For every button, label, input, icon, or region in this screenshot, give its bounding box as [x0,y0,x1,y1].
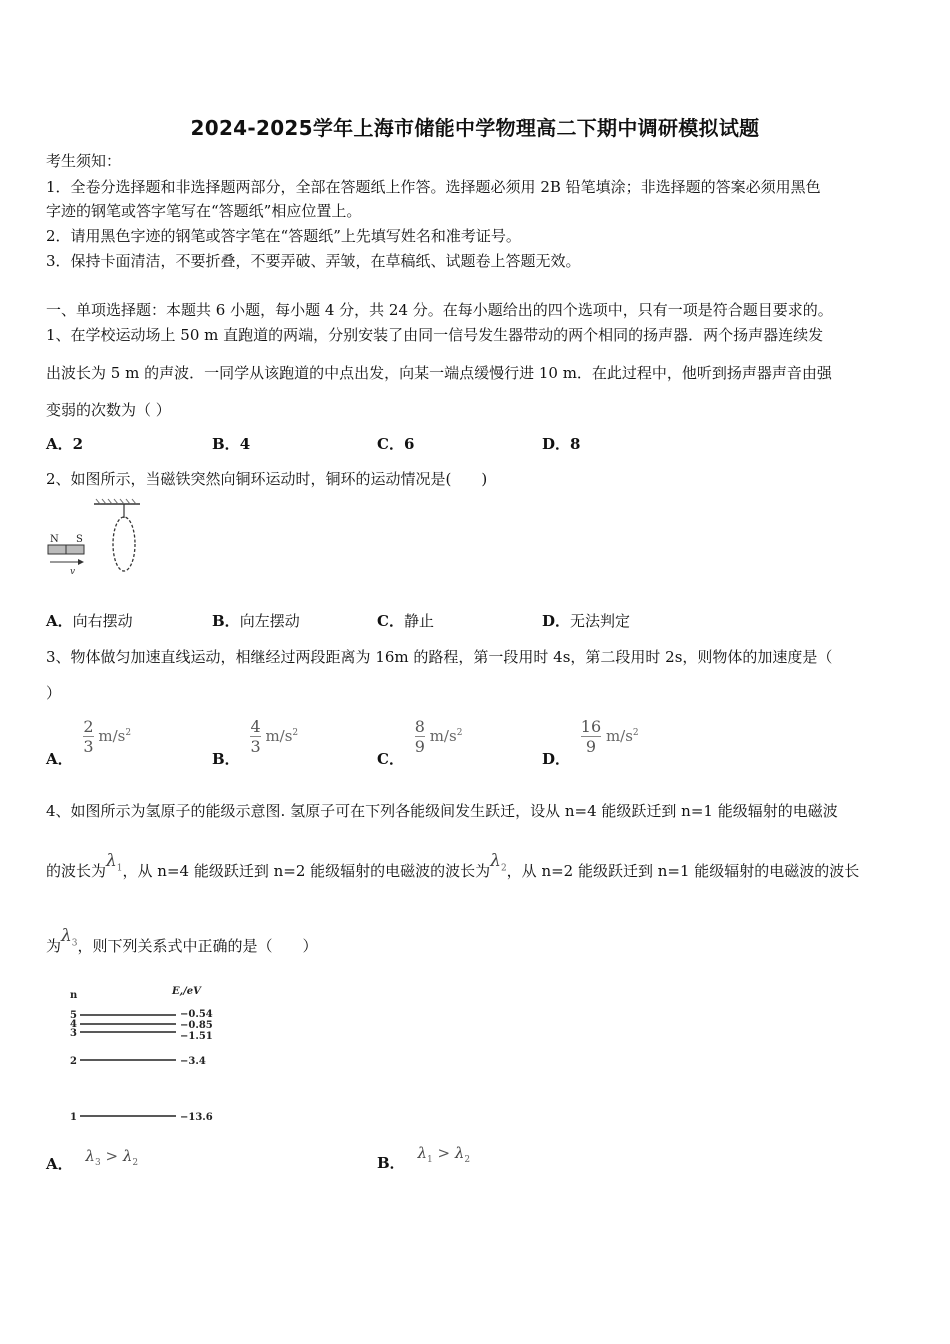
notice-item-2: 2．请用黑色字迹的钢笔或答字笔在“答题纸”上先填写姓名和准考证号。 [46,227,521,245]
lambda-3: $\lambda_3$ [61,926,78,949]
q3-option-d[interactable]: D． $\frac{16}{9}$ $m/s^2$ [542,717,639,768]
level-e-3: −1.51 [180,1031,213,1042]
q4-option-b[interactable]: B． $\lambda_1 > \lambda_2$ [377,1144,471,1172]
level-n-1: 1 [70,1112,77,1123]
level-e-2: −3.4 [180,1056,206,1067]
notice-item-1-line-1: 1．全卷分选择题和非选择题两部分，全部在答题纸上作答。选择题必须用 2B 铅笔填涂；非选择题的答案必须用黑色 [46,178,821,196]
notice-item-3: 3．保持卡面清洁，不要折叠，不要弄破、弄皱，在草稿纸、试题卷上答题无效。 [46,252,581,270]
copper-ring [113,517,135,571]
q1-option-c[interactable]: C．6 [377,435,415,453]
q1-stem-line-2: 出波长为 5 m 的声波．一同学从该跑道的中点出发，向某一端点缓慢行进 10 m．在此过程中，他听到扬声器声音由强 [46,364,832,382]
q2-option-c[interactable]: C．静止 [377,612,434,630]
notice-heading: 考生须知： [46,152,122,170]
q4-stem-line-3: 为$\lambda_3$，则下列关系式中正确的是（ ） [46,926,318,955]
level-n-2: 2 [70,1056,77,1067]
q3-option-c[interactable]: C． $\frac{8}{9}$ $m/s^2$ [377,717,463,768]
q4-option-a[interactable]: A． $\lambda_3 > \lambda_2$ [46,1147,139,1173]
q3-option-b[interactable]: B． $\frac{4}{3}$ $m/s^2$ [212,717,299,768]
q1-stem-line-1: 1、在学校运动场上 50 m 直跑道的两端，分别安装了由同一信号发生器带动的两个相同的扬声器．两个扬声器连续发 [46,326,824,344]
level-e-5: −0.54 [180,1009,213,1020]
q2-option-b[interactable]: B．向左摆动 [212,612,300,630]
q1-option-d[interactable]: D．8 [542,435,581,453]
q2-option-d[interactable]: D．无法判定 [542,612,631,630]
q1-option-a[interactable]: A．2 [46,435,84,453]
magnet-ring-figure [44,498,154,580]
level-n-5: 5 [70,1010,77,1021]
level-n-3: 3 [70,1028,77,1039]
q3-stem-line-1: 3、物体做匀加速直线运动，相继经过两段距离为 16m 的路程，第一段用时 4s，第二段用时 2s，则物体的加速度是（ [46,648,833,666]
lambda-1: $\lambda_1$ [106,851,123,874]
n-header: n [70,990,78,1001]
page-title: 2024-2025学年上海市储能中学物理高二下期中调研模拟试题 [190,116,760,140]
velocity-label: v [70,567,76,577]
section-heading: 一、单项选择题：本题共 6 小题，每小题 4 分，共 24 分。在每小题给出的四个选项中，只有一项是符合题目要求的。 [46,301,833,319]
q3-option-a[interactable]: A． $\frac{2}{3}$ $m/s^2$ [46,717,132,768]
magnet-n-label: N [50,534,59,545]
lambda-2: $\lambda_2$ [490,851,507,874]
e-header: E,/eV [172,986,201,997]
q2-stem: 2、如图所示，当磁铁突然向铜环运动时，铜环的运动情况是( ) [46,470,488,488]
q3-stem-line-2: ） [46,684,62,702]
notice-item-1-line-2: 字迹的钢笔或答字笔写在“答题纸”相应位置上。 [46,202,362,220]
level-n-4: 4 [70,1019,77,1030]
energy-level-diagram [60,980,230,1130]
q4-stem-line-2: 的波长为$\lambda_1$，从 n=4 能级跃迁到 n=2 能级辐射的电磁波的波长为$\lambda_2$，从 n=2 能级跃迁到 n=1 能级辐射的电磁波的波长 [46,851,860,880]
q2-option-a[interactable]: A．向右摆动 [46,612,133,630]
q4-stem-line-1: 4、如图所示为氢原子的能级示意图. 氢原子可在下列各能级间发生跃迁，设从 n=4 能级跃迁到 n=1 能级辐射的电磁波 [46,802,838,820]
level-e-4: −0.85 [180,1020,213,1031]
q1-stem-line-3: 变弱的次数为（ ） [46,401,171,419]
level-e-1: −13.6 [180,1112,213,1123]
q1-option-b[interactable]: B．4 [212,435,251,453]
magnet-s-label: S [76,534,83,545]
